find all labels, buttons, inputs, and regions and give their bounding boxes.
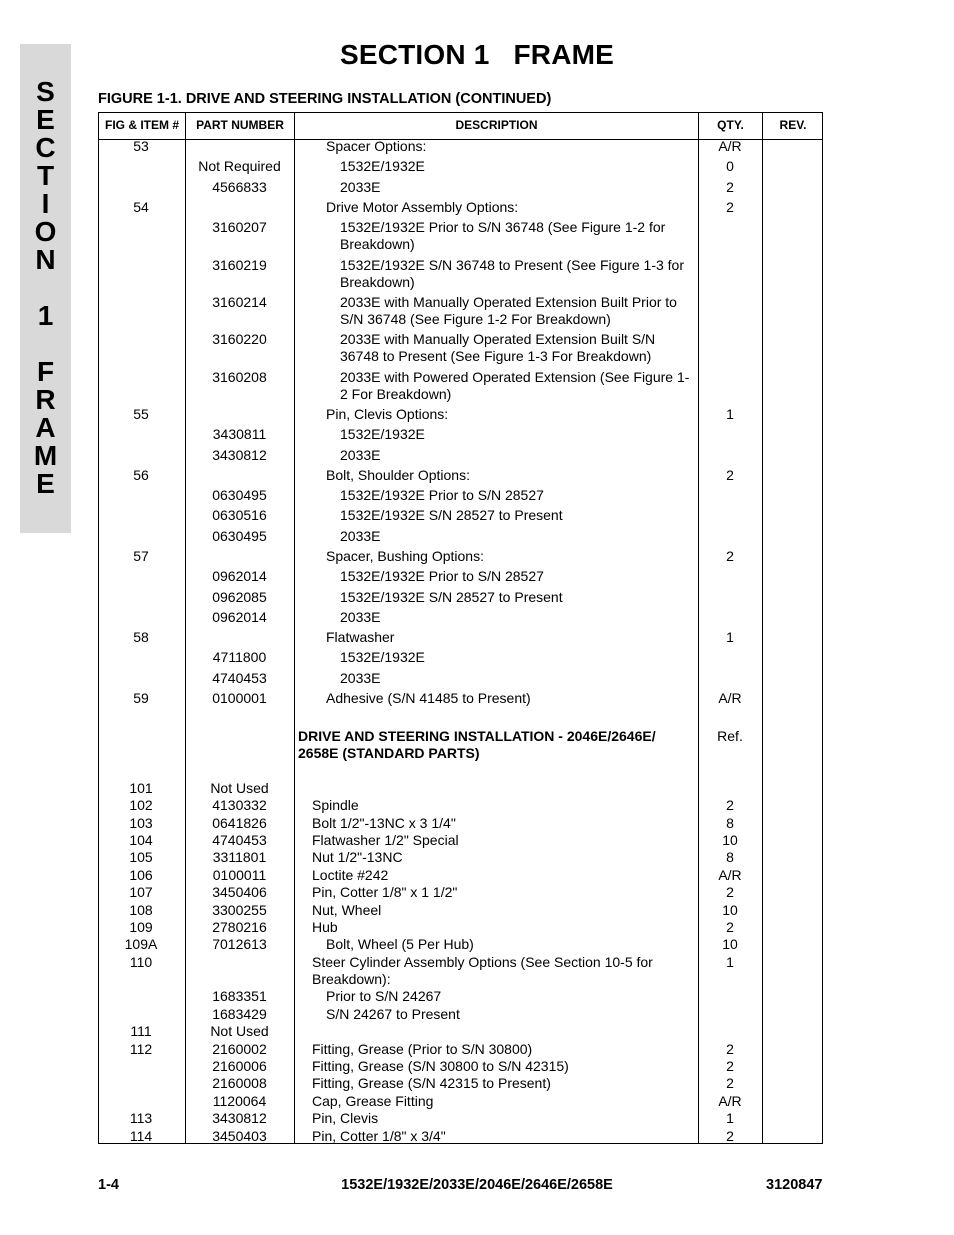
row-qty: 2: [726, 199, 734, 215]
row-qty: A/R: [718, 138, 742, 154]
row-qty: 1: [726, 1110, 734, 1126]
row-part-number: 3160207: [212, 219, 267, 235]
row-description: DRIVE AND STEERING INSTALLATION - 2046E/2646E/ 2658E (STANDARD PARTS): [298, 728, 656, 761]
row-qty: 10: [722, 936, 738, 952]
row-description: 2033E: [340, 670, 381, 686]
row-part-number: 2160006: [212, 1058, 267, 1074]
row-part-number: 7012613: [212, 936, 267, 952]
row-description: 2033E with Powered Operated Extension (See Figure 1-2 For Breakdown): [340, 369, 690, 402]
row-qty: 10: [722, 832, 738, 848]
page-title: SECTION 1 FRAME: [339, 39, 615, 70]
row-description: Fitting, Grease (S/N 30800 to S/N 42315): [312, 1058, 569, 1074]
column-divider: [294, 139, 295, 1144]
row-qty: 2: [726, 1041, 734, 1057]
row-part-number: 3300255: [212, 902, 267, 918]
row-description: Steer Cylinder Assembly Options (See Section 10-5 for Breakdown):: [312, 954, 653, 987]
row-fig-item: 105: [129, 849, 153, 865]
side-tab-letter: M: [33, 440, 58, 471]
row-description: Fitting, Grease (Prior to S/N 30800): [312, 1041, 533, 1057]
row-qty: 1: [726, 954, 734, 970]
row-fig-item: 56: [133, 467, 149, 483]
row-part-number: 0962014: [212, 568, 267, 584]
row-description: 2033E: [340, 447, 381, 463]
row-fig-item: 104: [129, 832, 153, 848]
row-fig-item: 54: [133, 199, 149, 215]
row-part-number: 4566833: [212, 179, 267, 195]
row-part-number: 2160002: [212, 1041, 267, 1057]
row-part-number: 0630516: [212, 507, 267, 523]
row-part-number: 3450403: [212, 1128, 267, 1144]
row-part-number: 3430812: [212, 1110, 267, 1126]
row-description: 1532E/1932E: [340, 426, 425, 442]
row-qty: 2: [726, 467, 734, 483]
column-divider: [294, 113, 295, 139]
side-tab-letter: R: [35, 384, 56, 415]
row-description: Fitting, Grease (S/N 42315 to Present): [312, 1075, 551, 1091]
side-tab-letter: F: [36, 356, 55, 387]
row-fig-item: 57: [133, 548, 149, 564]
side-tab-letter: I: [41, 188, 50, 219]
row-fig-item: 106: [129, 867, 153, 883]
row-part-number: 0630495: [212, 528, 267, 544]
row-fig-item: 107: [129, 884, 153, 900]
row-description: Nut 1/2"-13NC: [312, 849, 403, 865]
side-tab-letter: E: [36, 468, 55, 499]
row-qty: 2: [726, 548, 734, 564]
row-part-number: 2160008: [212, 1075, 267, 1091]
row-qty: 2: [726, 884, 734, 900]
section-side-tab: [20, 44, 71, 533]
row-fig-item: 101: [129, 780, 153, 796]
row-fig-item: 109A: [124, 936, 158, 952]
row-qty: Ref.: [717, 728, 743, 744]
row-description: 1532E/1932E Prior to S/N 36748 (See Figure 1-2 for Breakdown): [340, 219, 666, 252]
row-description: Spacer, Bushing Options:: [326, 548, 484, 564]
page-number: 1-4: [98, 1177, 119, 1193]
row-description: 2033E: [340, 609, 381, 625]
table-header: [99, 113, 822, 140]
row-qty: A/R: [718, 867, 742, 883]
row-qty: 2: [726, 1128, 734, 1144]
side-tab-letter: O: [34, 216, 57, 247]
row-part-number: 3160219: [212, 257, 267, 273]
row-part-number: Not Required: [198, 158, 281, 174]
row-description: Spacer Options:: [326, 138, 427, 154]
row-fig-item: 102: [129, 797, 153, 813]
row-qty: 1: [726, 406, 734, 422]
row-part-number: 4711800: [212, 649, 267, 665]
footer-models: 1532E/1932E/2033E/2046E/2646E/2658E: [341, 1177, 613, 1193]
row-description: Bolt, Wheel (5 Per Hub): [326, 936, 474, 952]
row-qty: 2: [726, 1075, 734, 1091]
row-description: 1532E/1932E Prior to S/N 28527: [340, 568, 544, 584]
row-description: Hub: [312, 919, 338, 935]
row-fig-item: 108: [129, 902, 153, 918]
row-qty: 2: [726, 919, 734, 935]
row-description: Prior to S/N 24267: [326, 988, 442, 1004]
row-description: Nut, Wheel: [312, 902, 382, 918]
row-fig-item: 110: [129, 954, 153, 970]
side-tab-letter: A: [35, 412, 56, 443]
row-fig-item: 113: [129, 1110, 153, 1126]
header-rev: REV.: [779, 118, 807, 132]
header-description: DESCRIPTION: [455, 118, 538, 132]
row-qty: 1: [726, 629, 734, 645]
row-description: 1532E/1932E S/N 28527 to Present: [340, 589, 563, 605]
row-part-number: 1683351: [212, 988, 267, 1004]
row-part-number: 4740453: [212, 670, 267, 686]
row-part-number: 0100011: [212, 867, 267, 883]
row-description: 2033E with Manually Operated Extension Built S/N 36748 to Present (See Figure 1-3 For Breakdown): [340, 331, 656, 364]
row-description: Pin, Cotter 1/8" x 1 1/2": [312, 884, 458, 900]
row-part-number: 3430812: [212, 447, 267, 463]
row-description: Bolt 1/2"-13NC x 3 1/4": [312, 815, 456, 831]
row-qty: 2: [726, 1058, 734, 1074]
side-tab-letter: 1: [37, 300, 54, 331]
row-part-number: 3430811: [212, 426, 267, 442]
row-description: 1532E/1932E Prior to S/N 28527: [340, 487, 544, 503]
row-qty: 2: [726, 179, 734, 195]
figure-title: FIGURE 1-1. DRIVE AND STEERING INSTALLATION (CONTINUED): [98, 91, 552, 107]
row-part-number: 0641826: [212, 815, 267, 831]
header-part-number: PART NUMBER: [196, 118, 284, 132]
side-tab-letter: C: [35, 132, 56, 163]
row-fig-item: 59: [133, 690, 149, 706]
row-part-number: 2780216: [212, 919, 267, 935]
row-part-number: 0962014: [212, 609, 267, 625]
column-divider: [762, 113, 763, 1144]
row-description: Flatwasher 1/2" Special: [312, 832, 459, 848]
row-qty: A/R: [718, 690, 742, 706]
row-description: Flatwasher: [326, 629, 395, 645]
row-part-number: 3160214: [212, 294, 267, 310]
row-description: Adhesive (S/N 41485 to Present): [326, 690, 531, 706]
row-description: Pin, Clevis Options:: [326, 406, 449, 422]
row-part-number: 3450406: [212, 884, 267, 900]
row-description: Cap, Grease Fitting: [312, 1093, 434, 1109]
row-description: 2033E with Manually Operated Extension Built Prior to S/N 36748 (See Figure 1-2 For Breakdown): [340, 294, 677, 327]
side-tab-letter: E: [36, 104, 55, 135]
row-description: S/N 24267 to Present: [326, 1006, 460, 1022]
row-description: 1532E/1932E S/N 36748 to Present (See Figure 1-3 for Breakdown): [340, 257, 684, 290]
document-number: 3120847: [766, 1177, 823, 1193]
side-tab-letter: N: [35, 244, 56, 275]
row-qty: 2: [726, 797, 734, 813]
row-description: 1532E/1932E: [340, 649, 425, 665]
row-fig-item: 55: [133, 406, 149, 422]
row-qty: A/R: [718, 1093, 742, 1109]
row-part-number: 0630495: [212, 487, 267, 503]
row-fig-item: 53: [133, 138, 149, 154]
side-tab-letter: T: [36, 160, 55, 191]
row-description: 2033E: [340, 528, 381, 544]
row-part-number: Not Used: [210, 780, 269, 796]
row-part-number: 1120064: [212, 1093, 267, 1109]
row-part-number: Not Used: [210, 1023, 269, 1039]
column-divider: [698, 113, 699, 1144]
row-description: Drive Motor Assembly Options:: [326, 199, 519, 215]
row-part-number: 3160220: [212, 331, 267, 347]
row-part-number: 4130332: [212, 797, 267, 813]
row-description: Loctite #242: [312, 867, 389, 883]
row-description: Pin, Clevis: [312, 1110, 379, 1126]
row-fig-item: 111: [130, 1023, 152, 1039]
row-description: 2033E: [340, 179, 381, 195]
row-part-number: 0100001: [212, 690, 267, 706]
row-qty: 10: [722, 902, 738, 918]
row-part-number: 1683429: [212, 1006, 267, 1022]
header-qty: QTY.: [717, 118, 744, 132]
row-part-number: 0962085: [212, 589, 267, 605]
row-description: Pin, Cotter 1/8" x 3/4": [312, 1128, 446, 1144]
row-part-number: 3160208: [212, 369, 267, 385]
header-fig-item: FIG & ITEM #: [104, 118, 179, 132]
row-qty: 0: [726, 158, 734, 174]
column-divider: [185, 113, 186, 1144]
row-part-number: 4740453: [212, 832, 267, 848]
row-part-number: 3311801: [212, 849, 267, 865]
row-qty: 8: [726, 815, 734, 831]
row-description: 1532E/1932E: [340, 158, 425, 174]
row-qty: 8: [726, 849, 734, 865]
row-description: Spindle: [312, 797, 359, 813]
row-description: Bolt, Shoulder Options:: [326, 467, 470, 483]
row-fig-item: 103: [129, 815, 153, 831]
row-description: 1532E/1932E S/N 28527 to Present: [340, 507, 563, 523]
row-fig-item: 109: [129, 919, 153, 935]
row-fig-item: 112: [129, 1041, 153, 1057]
side-tab-letter: S: [36, 76, 55, 107]
row-fig-item: 58: [133, 629, 149, 645]
row-fig-item: 114: [129, 1128, 153, 1144]
